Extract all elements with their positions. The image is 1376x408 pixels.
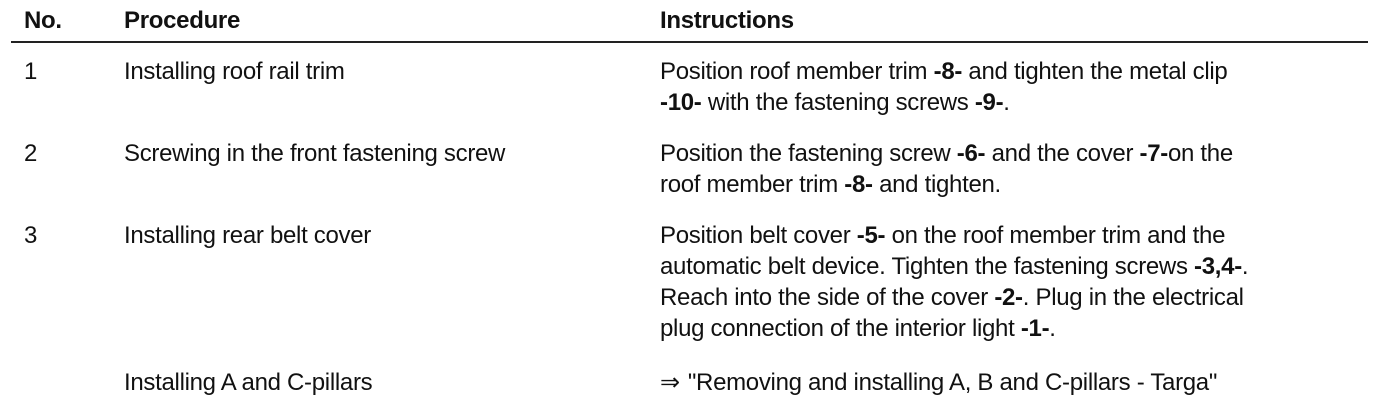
instruction-line (660, 367, 1217, 398)
row-procedure: Installing roof rail trim (124, 58, 345, 85)
part-reference: -10- (660, 89, 702, 116)
row-instructions (660, 56, 1227, 118)
header-procedure: Procedure (124, 7, 241, 34)
row-number: 2 (24, 140, 38, 167)
row-instructions (660, 138, 1233, 200)
row-instructions (660, 367, 1217, 398)
instruction-line (660, 87, 1227, 118)
instruction-text: . (1049, 315, 1056, 342)
cross-reference-arrow-icon: ⇒ (660, 369, 680, 396)
instruction-text: with the fastening screws (701, 89, 975, 116)
instruction-line (660, 282, 1248, 313)
header-divider (11, 41, 1368, 43)
row-number: 1 (24, 58, 38, 85)
part-reference: -7- (1139, 140, 1168, 167)
table-header (0, 0, 1376, 44)
instruction-text: . (1241, 253, 1249, 280)
instruction-line (660, 138, 1233, 169)
instruction-text: and the cover (985, 140, 1140, 167)
part-reference: -2- (994, 284, 1023, 311)
row-number: 3 (24, 222, 38, 249)
instruction-line (660, 169, 1233, 200)
part-reference: -8- (933, 58, 963, 85)
instruction-text: . (1003, 89, 1010, 116)
part-reference: -5- (856, 222, 886, 249)
instruction-text: on the roof member trim and the (885, 222, 1226, 249)
instruction-text: automatic belt device. Tighten the fastening screws (660, 253, 1195, 280)
instruction-line (660, 251, 1248, 282)
instruction-text: and tighten the metal clip (962, 58, 1228, 85)
row-procedure: Screwing in the front fastening screw (124, 140, 506, 167)
row-procedure: Installing A and C-pillars (124, 369, 373, 396)
header-no: No. (24, 7, 62, 34)
instruction-text: Position the fastening screw (660, 140, 957, 167)
instruction-line (660, 313, 1248, 344)
row-procedure: Installing rear belt cover (124, 222, 371, 249)
instruction-line (660, 56, 1227, 87)
instruction-text: . Plug in the electrical (1022, 284, 1244, 311)
part-reference: -3,4- (1194, 253, 1242, 280)
instruction-line (660, 220, 1248, 251)
instruction-text: "Removing and installing A, B and C-pillars - Targa" (687, 369, 1218, 396)
instruction-text: on the (1167, 140, 1233, 167)
part-reference: -6- (956, 140, 986, 167)
instruction-text: roof member trim (660, 171, 845, 198)
instruction-text: plug connection of the interior light (660, 315, 1021, 342)
part-reference: -9- (974, 89, 1004, 116)
instruction-text: Position belt cover (660, 222, 857, 249)
instruction-text: Position roof member trim (660, 58, 934, 85)
header-instructions: Instructions (660, 7, 794, 34)
row-instructions (660, 220, 1248, 344)
part-reference: -8- (844, 171, 873, 198)
instruction-text: and tighten. (872, 171, 1001, 198)
instruction-text: Reach into the side of the cover (660, 284, 995, 311)
part-reference: -1- (1020, 315, 1050, 342)
